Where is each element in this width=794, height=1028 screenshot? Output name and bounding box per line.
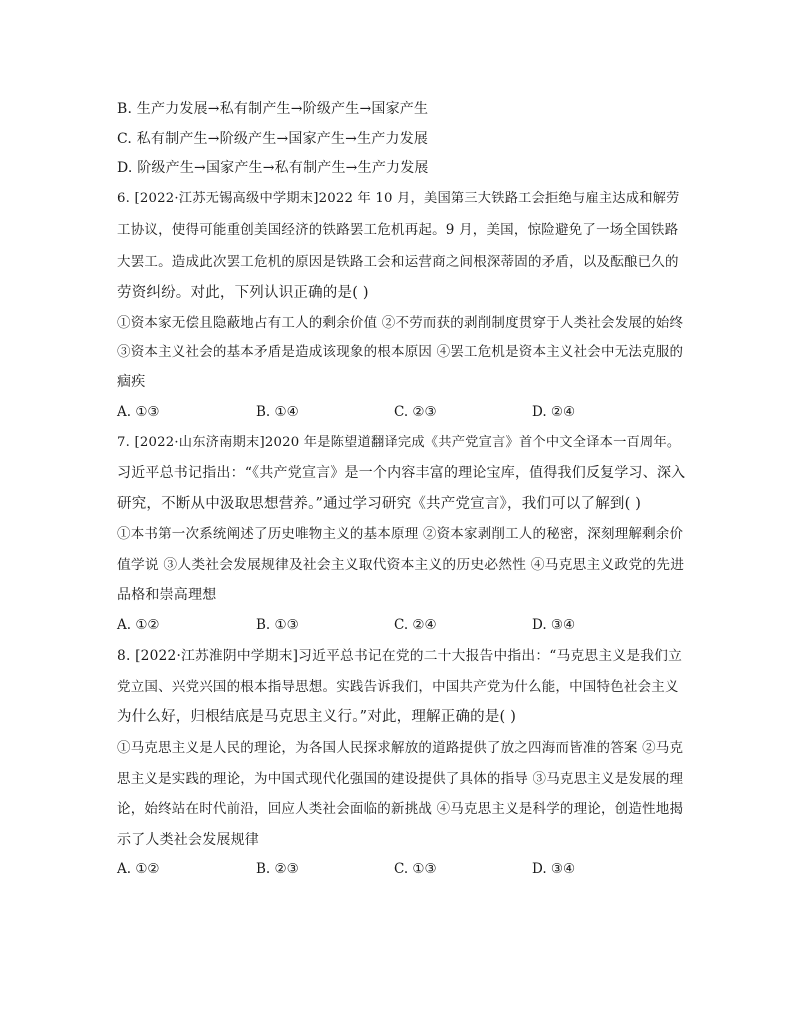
q6-stem-line-2: 工协议，使得可能重创美国经济的铁路罢工危机再起。9 月，美国，惊险避免了一场全国铁路 — [117, 222, 679, 238]
prev-option-c: C. 私有制产生→阶级产生→国家产生→生产力发展 — [117, 131, 429, 147]
q8-statement-line-1: ①马克思主义是人民的理论，为各国人民探求解放的道路提供了放之四海而皆准的答案 ②马克 — [117, 740, 684, 756]
q6-stem-line-1: 6. [2022·江苏无锡高级中学期末]2022 年 10 月，美国第三大铁路工会拒绝与雇主达成和解劳 — [117, 191, 680, 206]
q6-options — [117, 402, 687, 422]
q8-options — [117, 859, 687, 879]
q6-option-c: C. ②③ — [394, 404, 437, 420]
q7-statement-line-2: 值学说 ③人类社会发展规律及社会主义取代资本主义的历史必然性 ④马克思主义政党的先进 — [117, 557, 685, 573]
q6-statement-line-2: ③资本主义社会的基本矛盾是造成该现象的根本原因 ④罢工危机是资本主义社会中无法克服的 — [117, 344, 684, 360]
q8-stem-line-2: 党立国、兴党兴国的根本指导思想。实践告诉我们，中国共产党为什么能，中国特色社会主义 — [117, 679, 679, 695]
q6-stem-line-3: 大罢工。造成此次罢工危机的原因是铁路工会和运营商之间根深蒂固的矛盾，以及酝酿已久的 — [117, 254, 679, 270]
q8-statement-line-4: 示了人类社会发展规律 — [117, 832, 259, 848]
q7-statement-line-1: ①本书第一次系统阐述了历史唯物主义的基本原理 ②资本家剥削工人的秘密，深刻理解剩余价 — [117, 526, 684, 542]
q8-option-c: C. ①③ — [394, 861, 437, 877]
q7-option-c: C. ②④ — [394, 617, 437, 633]
q7-option-d: D. ③④ — [532, 617, 576, 633]
q6-statement-line-1: ①资本家无偿且隐蔽地占有工人的剩余价值 ②不劳而获的剥削制度贯穿于人类社会发展的始终 — [117, 315, 684, 331]
q7-stem-line-2: 习近平总书记指出：“《共产党宣言》是一个内容丰富的理论宝库，值得我们反复学习、深入 — [117, 465, 686, 481]
q8-statement-line-2: 思主义是实践的理论，为中国式现代化强国的建设提供了具体的指导 ③马克思主义是发展的理 — [117, 771, 684, 787]
q6-option-b: B. ①④ — [256, 404, 299, 420]
q7-statement-line-3: 品格和崇高理想 — [117, 587, 217, 603]
q8-statement-line-3: 论，始终站在时代前沿，回应人类社会面临的新挑战 ④马克思主义是科学的理论，创造性地揭 — [117, 801, 684, 817]
q8-option-d: D. ③④ — [532, 861, 576, 877]
q8-option-b: B. ②③ — [256, 861, 299, 877]
q7-options — [117, 615, 687, 635]
q7-stem-line-3: 研究，不断从中汲取思想营养。”通过学习研究《共产党宣言》，我们可以了解到( ) — [117, 496, 642, 512]
prev-option-d: D. 阶级产生→国家产生→私有制产生→生产力发展 — [117, 160, 429, 176]
q8-stem-line-3: 为什么好，归根结底是马克思主义行。”对此，理解正确的是( ) — [117, 709, 517, 725]
q8-option-a: A. ①② — [117, 861, 160, 877]
q6-option-d: D. ②④ — [532, 404, 576, 420]
q7-option-b: B. ①③ — [256, 617, 299, 633]
prev-option-b: B. 生产力发展→私有制产生→阶级产生→国家产生 — [117, 101, 429, 117]
q8-stem-line-1: 8. [2022·江苏淮阴中学期末]习近平总书记在党的二十大报告中指出：“马克思主义是我们立 — [117, 648, 683, 664]
q7-option-a: A. ①② — [117, 617, 160, 633]
q6-statement-line-3: 痼疾 — [117, 374, 146, 390]
q7-stem-line-1: 7. [2022·山东济南期末]2020 年是陈望道翻译完成《共产党宣言》首个中文全译本一百周年。 — [117, 435, 681, 450]
q6-stem-line-4: 劳资纠纷。对此，下列认识正确的是( ) — [117, 285, 369, 301]
q6-option-a: A. ①③ — [117, 404, 160, 420]
